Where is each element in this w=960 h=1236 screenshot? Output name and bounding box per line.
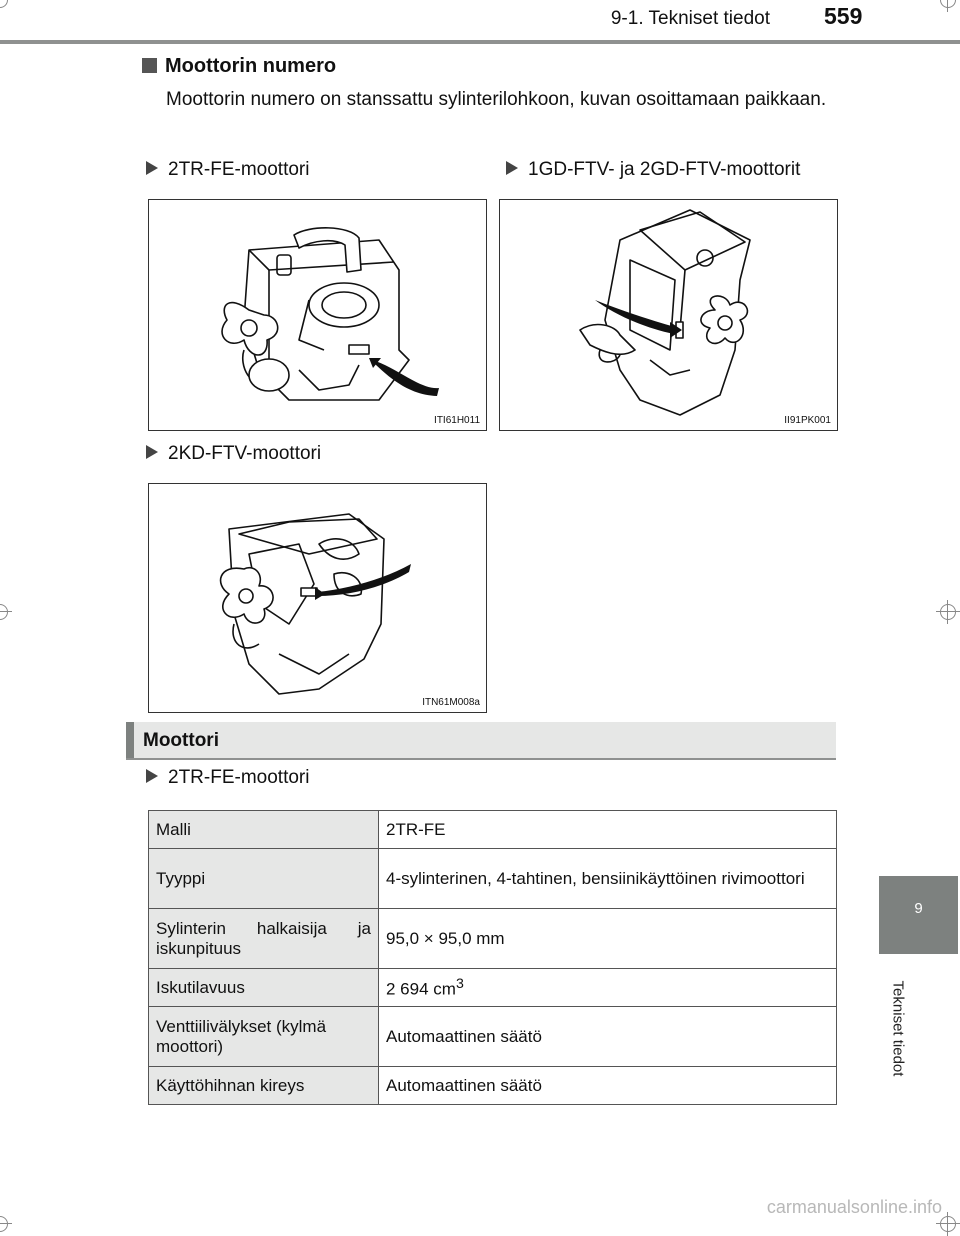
engine-subheading: 2TR-FE-moottori <box>146 767 309 789</box>
engine-number-body: Moottorin numero on stanssattu sylinterilohkoon, kuvan osoittamaan paikkaan. <box>166 89 827 110</box>
table-value: 95,0 × 95,0 mm <box>379 909 837 969</box>
engine-illustration-1gd-2gd-ftv <box>499 199 838 431</box>
watermark: carmanualsonline.info <box>766 1197 942 1217</box>
engine-drawing <box>149 484 486 712</box>
table-key: Sylinterin halkaisija ja iskunpituus <box>149 909 379 969</box>
figure-caption: 1GD-FTV- ja 2GD-FTV-moottorit <box>506 159 800 181</box>
section-title-bar <box>126 722 836 760</box>
figure-code: ITI61H011 <box>434 415 480 426</box>
table-key: Iskutilavuus <box>149 969 379 1007</box>
registration-mark-mid-right <box>936 600 960 624</box>
section-header: 9-1. Tekniset tiedot <box>610 8 770 29</box>
triangle-bullet-icon <box>146 769 158 783</box>
table-value: Automaattinen säätö <box>379 1007 837 1067</box>
square-bullet-icon <box>142 58 157 73</box>
section-title-accent <box>126 722 134 758</box>
engine-number-heading: Moottorin numero <box>142 55 336 78</box>
header-rule <box>0 40 960 44</box>
engine-drawing <box>149 200 486 430</box>
registration-mark-bottom-left <box>0 1212 12 1236</box>
table-row <box>149 811 837 849</box>
table-value: 4-sylinterinen, 4-tahtinen, bensiinikäyttöinen rivimoottori <box>379 849 837 909</box>
table-row <box>149 1007 837 1067</box>
registration-mark-top-left <box>0 0 12 12</box>
engine-illustration-2tr-fe <box>148 199 487 431</box>
figure-caption: 2KD-FTV-moottori <box>146 443 321 465</box>
section-title: Moottori <box>143 730 219 751</box>
table-row <box>149 969 837 1007</box>
registration-mark-mid-left <box>0 600 12 624</box>
table-value: 2 694 $cm^3$ <box>379 969 837 1007</box>
table-key: Malli <box>149 811 379 849</box>
table-value: 2TR-FE <box>379 811 837 849</box>
triangle-bullet-icon <box>506 161 518 175</box>
registration-mark-top-right <box>936 0 960 12</box>
engine-spec-table <box>148 810 837 1105</box>
page-number: 559 <box>824 3 863 29</box>
table-key: Venttiilivälykset (kylmä moottori) <box>149 1007 379 1067</box>
engine-illustration-2kd-ftv <box>148 483 487 713</box>
triangle-bullet-icon <box>146 161 158 175</box>
figure-code: II91PK001 <box>784 415 831 426</box>
chapter-tab-label: Tekniset tiedot <box>889 980 907 1077</box>
table-row <box>149 849 837 909</box>
figure-caption: 2TR-FE-moottori <box>146 159 309 181</box>
table-value: Automaattinen säätö <box>379 1067 837 1105</box>
table-row <box>149 909 837 969</box>
triangle-bullet-icon <box>146 445 158 459</box>
chapter-tab[interactable]: 9 <box>879 876 958 954</box>
figure-code: ITN61M008a <box>422 697 480 708</box>
table-key: Käyttöhihnan kireys <box>149 1067 379 1105</box>
engine-drawing <box>500 200 837 430</box>
table-key: Tyyppi <box>149 849 379 909</box>
table-row <box>149 1067 837 1105</box>
